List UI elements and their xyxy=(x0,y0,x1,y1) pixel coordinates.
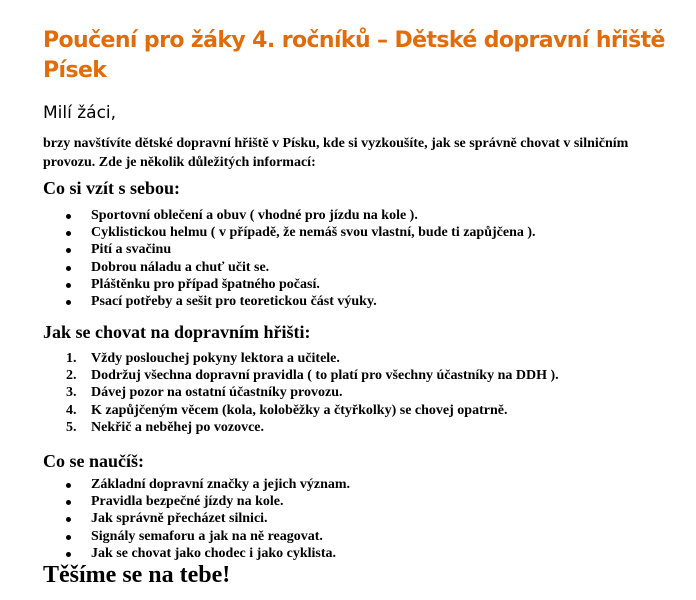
what-to-bring-list xyxy=(0,207,536,310)
section-heading-what-to-bring: Co si vzít s sebou: xyxy=(43,178,181,198)
rule-number: 2. xyxy=(66,368,77,384)
rule-text: K zapůjčeným věcem (kola, koloběžky a čtyřkolky) se chovej opatrně. xyxy=(91,402,508,418)
rule-item xyxy=(0,384,559,401)
rule-text: Dávej pozor na ostatní účastníky provozu. xyxy=(91,385,343,401)
what-you-learn-list xyxy=(0,476,350,562)
behaviour-rules-list xyxy=(0,350,559,436)
list-item: Jak se chovat jako chodec i jako cyklista. xyxy=(0,545,350,562)
rule-text: Nekřič a neběhej po vozovce. xyxy=(91,419,265,435)
list-item: Pití a svačinu xyxy=(0,241,536,258)
rule-number: 4. xyxy=(66,402,77,418)
list-item: Psací potřeby a sešit pro teoretickou část výuky. xyxy=(0,293,536,310)
list-item: Cyklistickou helmu ( v případě, že nemáš svou vlastní, bude ti zapůjčena ). xyxy=(0,224,536,241)
rule-text: Dodržuj všechna dopravní pravidla ( to platí pro všechny účastníky na DDH ). xyxy=(91,368,559,384)
greeting: Milí žáci, xyxy=(43,103,117,123)
list-item: Základní dopravní značky a jejich význam. xyxy=(0,476,350,493)
rule-text: Vždy poslouchej pokyny lektora a učitele. xyxy=(91,351,340,366)
closing-line: Těšíme se na tebe! xyxy=(43,562,231,588)
rule-item xyxy=(0,350,559,367)
list-item: Pravidla bezpečné jízdy na kole. xyxy=(0,493,350,510)
document-title: Poučení pro žáky 4. ročníků – Dětské dopravní hřiště Písek xyxy=(43,28,665,83)
intro-paragraph: brzy navštívíte dětské dopravní hřiště v Písku, kde si vyzkoušíte, jak se správně chovat v silničním provozu. Zde je několik důležitých informací: xyxy=(43,136,629,170)
rule-number: 1. xyxy=(66,351,77,366)
rule-item xyxy=(0,419,559,436)
list-item: Dobrou náladu a chuť učit se. xyxy=(0,259,536,276)
list-item: Signály semaforu a jak na ně reagovat. xyxy=(0,528,350,545)
rule-item xyxy=(0,402,559,419)
rule-number: 3. xyxy=(66,385,77,401)
section-heading-behaviour: Jak se chovat na dopravním hřišti: xyxy=(43,322,311,342)
list-item: Pláštěnku pro případ špatného počasí. xyxy=(0,276,536,293)
section-heading-what-you-learn: Co se naučíš: xyxy=(43,451,145,471)
list-item: Sportovní oblečení a obuv ( vhodné pro jízdu na kole ). xyxy=(0,207,536,224)
rule-number: 5. xyxy=(66,419,77,435)
rule-item xyxy=(0,367,559,384)
list-item: Jak správně přecházet silnici. xyxy=(0,510,350,527)
